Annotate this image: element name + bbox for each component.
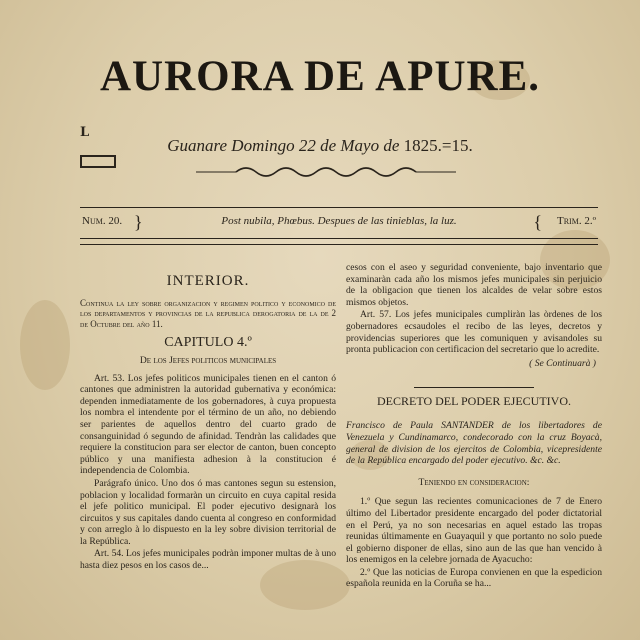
continuation-note: ( Se Continuarà ) xyxy=(529,357,596,369)
section-heading-interior: INTERIOR. xyxy=(166,273,250,289)
brace-right: { xyxy=(533,212,542,232)
article-paragraph: cesos con el aseo y seguridad conveniente, bajo inventario que examinaràn cada año los mismos jefes municipales sin perjuicio de la obligacion que tienen los alcaldes de velar sobre estos mismos objetos. xyxy=(346,262,602,308)
chapter-heading: CAPITULO 4.º xyxy=(164,335,252,351)
article-paragraph: Art. 57. Los jefes municipales cumpliràn las òrdenes de los gobernadores ecsaudoles el recibo de las leyes, decretos y providencias superiores que les comuniquen y avisandoles su pronta publicacion con certificacion del secretario que lo acredite. xyxy=(346,309,602,356)
separator-rule xyxy=(414,387,534,388)
bottom-rule-thin xyxy=(80,244,598,245)
article-paragraph: Art. 54. Los jefes municipales podràn imponer multas de à uno hasta diez pesos en los casos de... xyxy=(80,548,336,572)
dateline xyxy=(0,136,640,156)
issue-bar xyxy=(80,212,598,234)
margin-mark: L xyxy=(80,125,90,140)
margin-box-mark xyxy=(80,155,116,168)
dateline-text: Guanare Domingo 22 de Mayo de xyxy=(167,136,400,155)
right-column xyxy=(346,262,602,591)
top-rule xyxy=(80,207,598,208)
decree-point: 1.º Que segun las recientes comunicaciones de 7 de Enero último del Libertador presidente encargado del poder dictatorial en el Perú, ya no son necesarias en aquel estado las tropas reunidas últimamente en Guayaquil y que portanto no solo puede el gobierno disponer de ellas, sino aun de las que han vencido à los enemigos en la celebre jornada de Ayacucho: xyxy=(346,496,602,566)
decree-heading: DECRETO DEL PODER EJECUTIVO. xyxy=(377,394,571,409)
section-subtitle: Continua la ley sobre organizacion y regimen politico y economico de los departamentos y provincias de la republica derogatoria de la de 2 de Octubre del año 11. xyxy=(80,297,336,329)
considering-heading: Teniendo en consideracion: xyxy=(418,476,530,488)
article-paragraph: Art. 53. Los jefes politicos municipales tienen en el canton ó cantones que administren la autoridad gubernativa y económica: dependen inmediatamente de los gobernadores, à cuya propuesta los nombra el intendente por el término de un año, no debiendo ser parientes de aquellos dentro del cuarto grado de consanguinidad ó segundo de afinidad. Tendràn las calidades que requiere la constitucion para ser elector de canton, buen concepto público y una manifiesta adhesion à la constitucion é independencia de Colombia. xyxy=(80,372,336,477)
issue-number: Num. 20. xyxy=(82,215,123,227)
decorative-ornament-icon xyxy=(196,164,456,180)
bottom-rule xyxy=(80,238,598,239)
brace-left: } xyxy=(134,212,143,232)
dateline-year: 1825.=15. xyxy=(403,136,473,155)
paper-stain xyxy=(20,300,70,390)
trimester: Trim. 2.º xyxy=(557,215,596,227)
left-column xyxy=(80,273,336,573)
decree-intro: Francisco de Paula SANTANDER de los libertadores de Venezuela y Cundinamarco, condecorado con la cruz Boyacà, general de division de los ejercitos de Colombia, vicepresidente de la República encargado del poder ejecutivo. &c. &c. xyxy=(346,420,602,467)
decree-point: 2.º Que las noticias de Europa convienen en que la espedicion española reunida en la Coruña se ha... xyxy=(346,566,602,590)
chapter-subtitle: De los Jefes politicos municipales xyxy=(139,354,277,366)
newspaper-title: AURORA DE APURE. xyxy=(99,53,541,100)
article-paragraph: Parágrafo único. Uno dos ó mas cantones segun su estension, poblacion y localidad formaràn un circuito en cuya capital resida el jefe politico municipal. El poder ejecutivo designarà los circuitos y sus capitales dando cuenta al congreso en conformidad y con arreglo à lo dispuesto en la ley sobre division territorial de la República. xyxy=(80,477,336,547)
motto: Post nubila, Phœbus. Despues de las tinieblas, la luz. xyxy=(221,215,457,227)
